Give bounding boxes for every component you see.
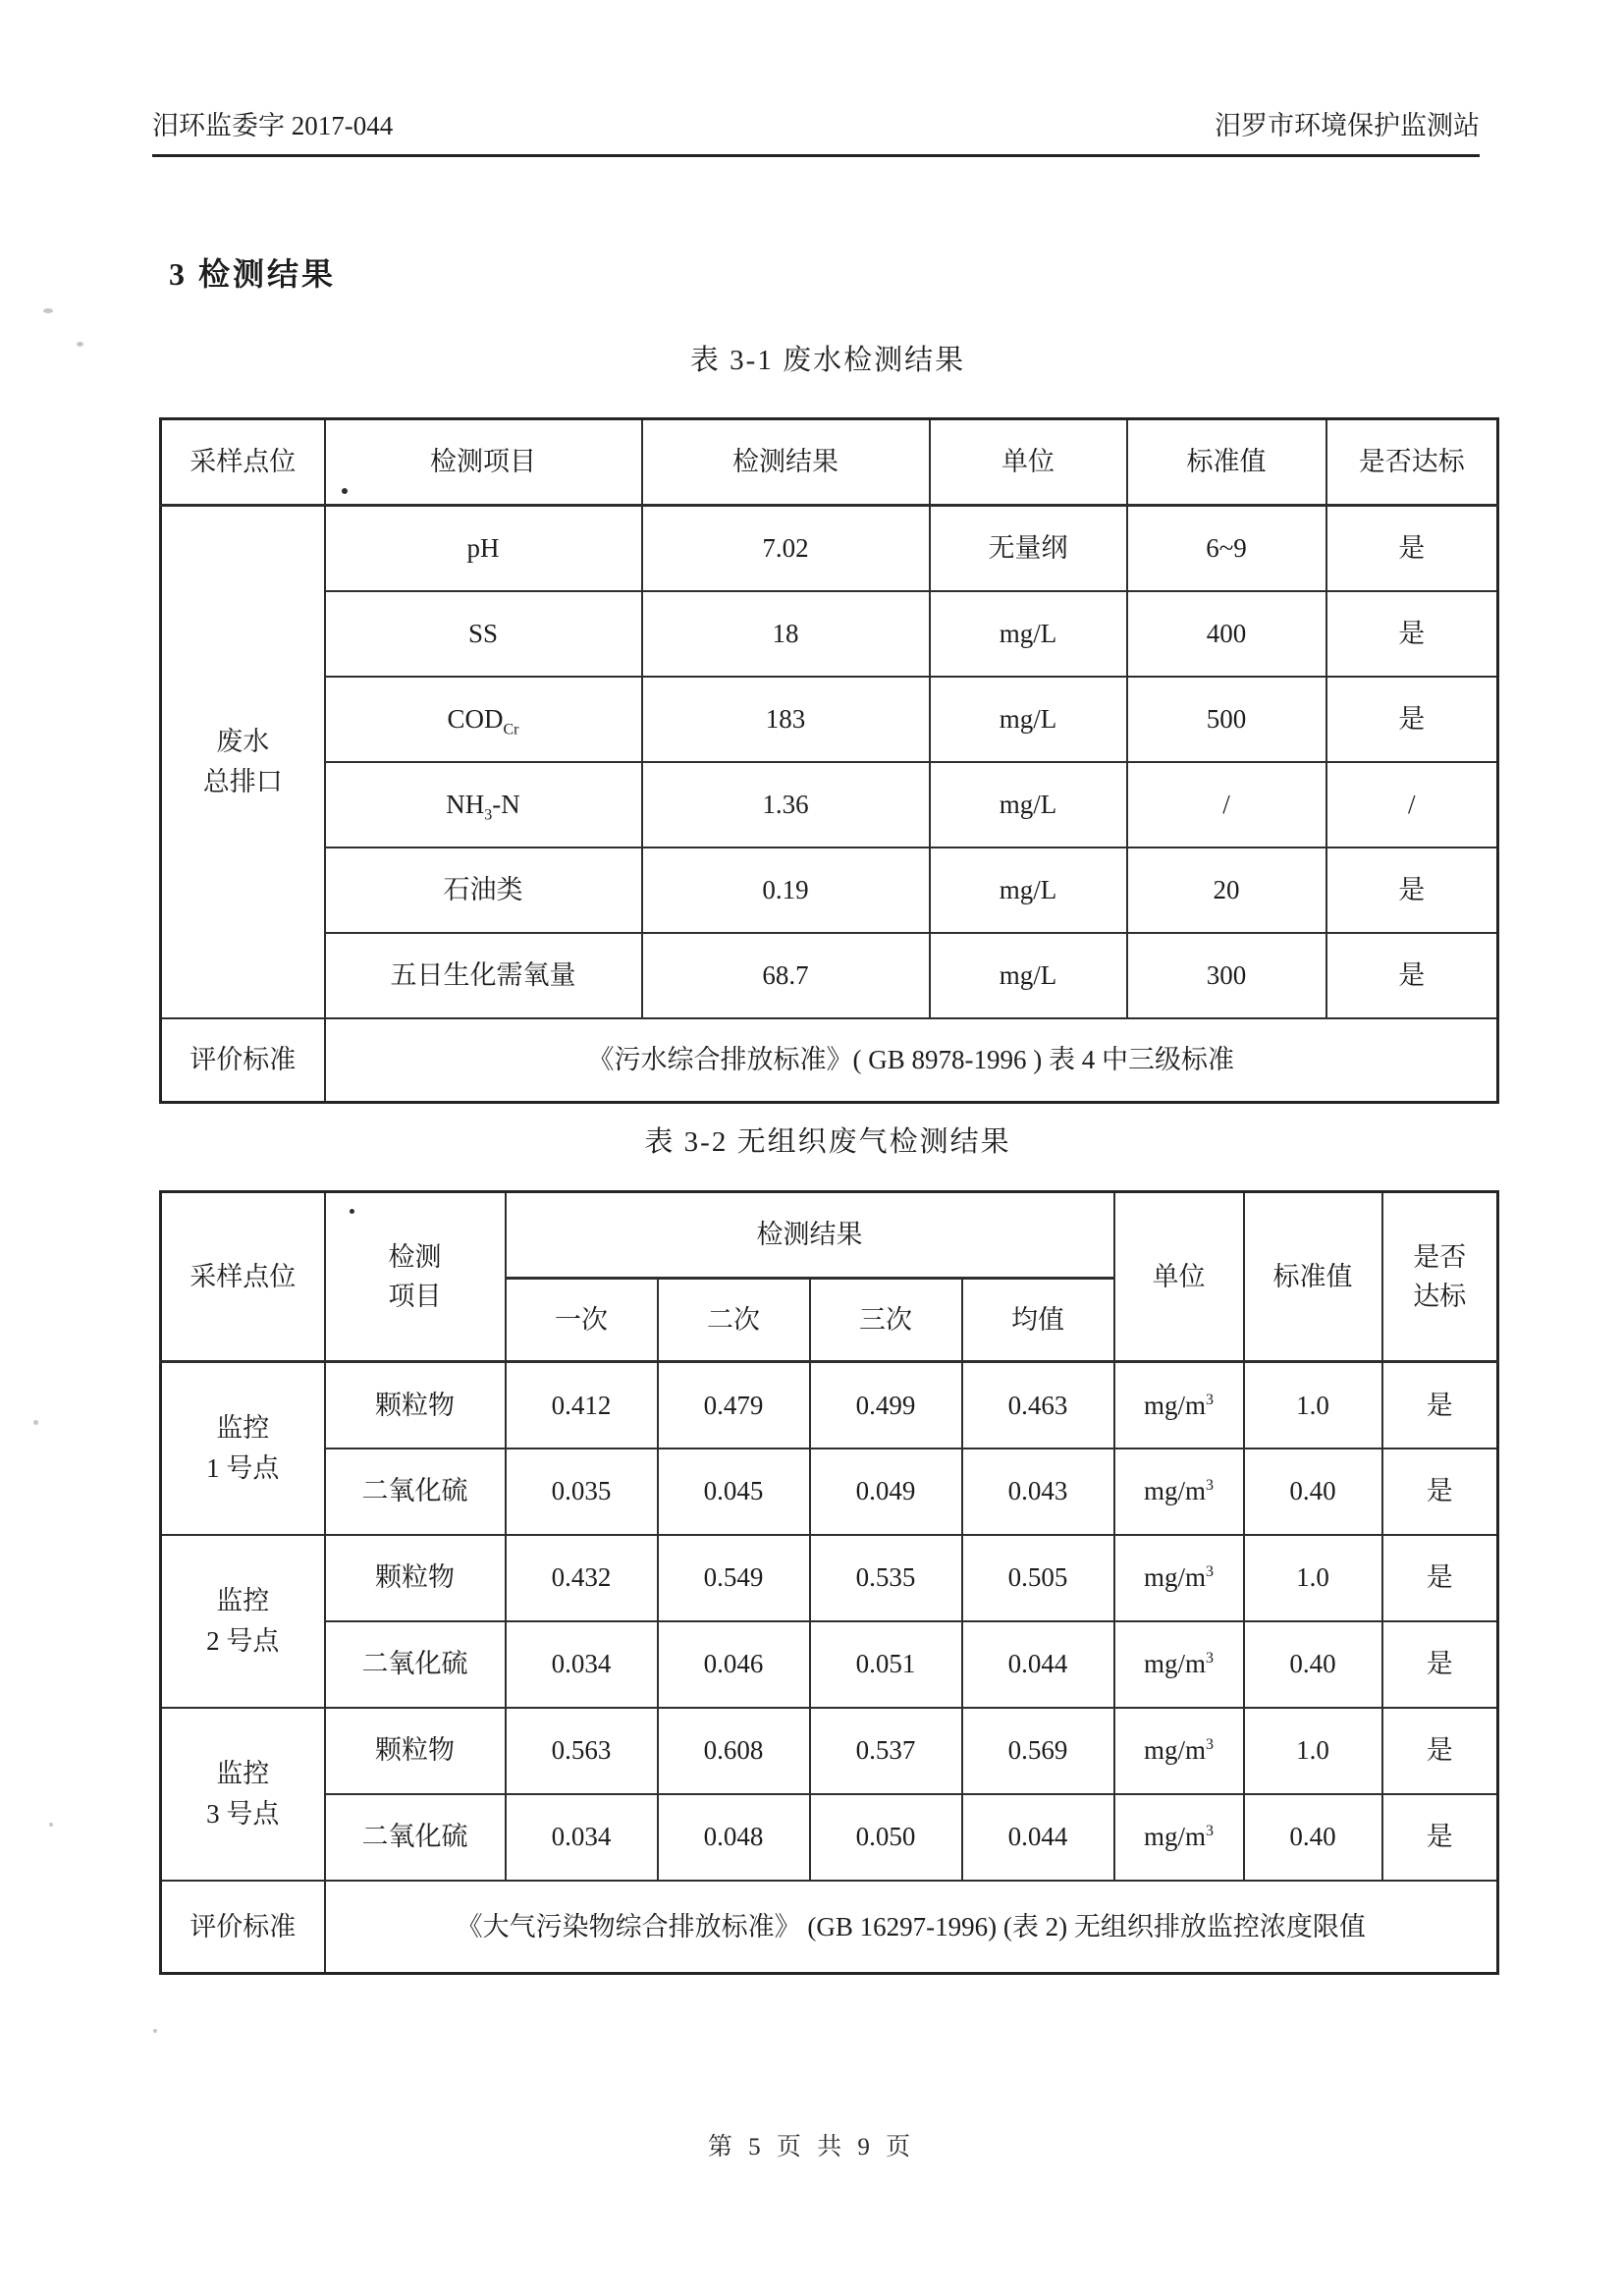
unit-base: mg/m xyxy=(1143,1562,1206,1593)
cell: 二氧化硫 xyxy=(325,1794,506,1881)
cell: 0.048 xyxy=(658,1794,810,1881)
unit-sup: 3 xyxy=(1206,1823,1214,1840)
item-sub: Cr xyxy=(503,721,519,738)
cell: 0.40 xyxy=(1244,1621,1382,1708)
cell xyxy=(325,677,642,762)
cell: 400 xyxy=(1127,591,1326,677)
item-label: pH xyxy=(466,533,500,563)
cell: 无量纲 xyxy=(930,506,1127,591)
sample-point-line1: 废水 xyxy=(216,727,270,757)
cell xyxy=(325,591,642,677)
monitor-point-line1: 监控 xyxy=(216,1586,270,1615)
cell: 1.0 xyxy=(1244,1362,1382,1449)
cell: 0.563 xyxy=(506,1708,658,1794)
cell: 0.034 xyxy=(506,1794,658,1881)
monitor-point-cell xyxy=(161,1535,325,1708)
wastewater-results-table xyxy=(159,417,1499,1104)
cell xyxy=(325,933,642,1018)
th-test-item-label: 检测项目 xyxy=(430,447,536,477)
cell: 是 xyxy=(1382,1535,1498,1621)
cell: 18 xyxy=(642,591,930,677)
cell: 0.412 xyxy=(506,1362,658,1449)
cell: 20 xyxy=(1127,847,1326,933)
table-row xyxy=(161,762,1498,847)
scan-speck xyxy=(33,1420,38,1425)
item-sub: 3 xyxy=(484,806,493,824)
cell: 300 xyxy=(1127,933,1326,1018)
cell: 0.050 xyxy=(810,1794,962,1881)
th-sample-point: 采样点位 xyxy=(161,1192,325,1362)
unit-sup: 3 xyxy=(1206,1650,1214,1667)
table-row xyxy=(161,933,1498,1018)
cell: 0.044 xyxy=(962,1794,1114,1881)
cell xyxy=(1114,1362,1244,1449)
cell xyxy=(1114,1621,1244,1708)
cell: 0.537 xyxy=(810,1708,962,1794)
cell: 二氧化硫 xyxy=(325,1621,506,1708)
unit-sup: 3 xyxy=(1206,1391,1214,1408)
letterhead-agency-name: 汨罗市环境保护监测站 xyxy=(1215,111,1480,140)
cell xyxy=(325,847,642,933)
cell: 是 xyxy=(1326,847,1498,933)
th-run3: 三次 xyxy=(810,1279,962,1362)
monitor-point-cell xyxy=(161,1708,325,1881)
cell: 0.549 xyxy=(658,1535,810,1621)
item-label: 五日生化需氧量 xyxy=(390,959,576,990)
cell: 是 xyxy=(1326,506,1498,591)
th-compliance-line1: 是否 xyxy=(1413,1241,1467,1272)
table-row xyxy=(161,1621,1498,1708)
monitor-point-line2: 3 号点 xyxy=(206,1798,280,1829)
table1-header-row xyxy=(161,419,1498,506)
eval-label: 评价标准 xyxy=(161,1881,325,1974)
cell xyxy=(325,506,642,591)
cell: 1.0 xyxy=(1244,1535,1382,1621)
cell: 1.36 xyxy=(642,762,930,847)
cell: 0.535 xyxy=(810,1535,962,1621)
cell: 0.40 xyxy=(1244,1794,1382,1881)
table1-title: 表 3-1 废水检测结果 xyxy=(689,345,966,376)
eval-label: 评价标准 xyxy=(161,1018,325,1103)
cell: mg/L xyxy=(930,591,1127,677)
th-compliance: 是否达标 xyxy=(1326,419,1498,506)
cell: 7.02 xyxy=(642,506,930,591)
cell: 是 xyxy=(1326,933,1498,1018)
scan-speck xyxy=(153,2029,157,2033)
monitor-point-cell xyxy=(161,1362,325,1535)
unit-base: mg/m xyxy=(1143,1476,1206,1506)
table-row xyxy=(161,1362,1498,1449)
cell: 二氧化硫 xyxy=(325,1449,506,1535)
unit-base: mg/m xyxy=(1143,1822,1206,1852)
th-run2: 二次 xyxy=(658,1279,810,1362)
cell: mg/L xyxy=(930,762,1127,847)
cell: 0.051 xyxy=(810,1621,962,1708)
item-label: 石油类 xyxy=(443,874,523,904)
item-label: NH xyxy=(446,789,485,819)
cell: 0.049 xyxy=(810,1449,962,1535)
cell: 0.035 xyxy=(506,1449,658,1535)
cell: / xyxy=(1326,762,1498,847)
scan-speck xyxy=(49,1823,53,1827)
th-standard-value: 标准值 xyxy=(1244,1192,1382,1362)
letterhead-doc-number: 汨环监委字 2017-044 xyxy=(152,111,394,140)
sample-point-line2: 总排口 xyxy=(202,766,283,796)
monitor-point-line1: 监控 xyxy=(216,1759,270,1788)
th-test-result: 检测结果 xyxy=(642,419,930,506)
eval-text: 《大气污染物综合排放标准》 (GB 16297-1996) (表 2) 无组织排放监控浓度限值 xyxy=(325,1881,1498,1974)
sample-point-cell xyxy=(161,506,325,1018)
table1-eval-row xyxy=(161,1018,1498,1103)
fugitive-gas-results-table xyxy=(159,1190,1499,1975)
letterhead xyxy=(152,104,1480,157)
cell: / xyxy=(1127,762,1326,847)
cell xyxy=(1114,1708,1244,1794)
unit-base: mg/m xyxy=(1143,1649,1206,1679)
cell: 是 xyxy=(1326,591,1498,677)
section-title: 3 检测结果 xyxy=(169,256,337,292)
cell: 0.19 xyxy=(642,847,930,933)
cell: 500 xyxy=(1127,677,1326,762)
table-row xyxy=(161,506,1498,591)
cell: 183 xyxy=(642,677,930,762)
cell: 0.034 xyxy=(506,1621,658,1708)
item-tail: -N xyxy=(492,789,520,819)
cell: 是 xyxy=(1382,1708,1498,1794)
table2-header-row1 xyxy=(161,1192,1498,1279)
cell: 是 xyxy=(1382,1621,1498,1708)
cell xyxy=(1114,1794,1244,1881)
th-result-group: 检测结果 xyxy=(506,1192,1114,1279)
th-avg: 均值 xyxy=(962,1279,1114,1362)
item-label: COD xyxy=(447,703,504,734)
th-compliance xyxy=(1382,1192,1498,1362)
th-test-item xyxy=(325,1192,506,1362)
cell: mg/L xyxy=(930,677,1127,762)
table-row xyxy=(161,1535,1498,1621)
th-compliance-line2: 达标 xyxy=(1413,1282,1467,1311)
table-row xyxy=(161,1449,1498,1535)
table-row xyxy=(161,1794,1498,1881)
th-run1: 一次 xyxy=(506,1279,658,1362)
monitor-point-line2: 1 号点 xyxy=(206,1452,280,1483)
cell: mg/L xyxy=(930,847,1127,933)
cell xyxy=(1114,1535,1244,1621)
cell xyxy=(1114,1449,1244,1535)
table-row xyxy=(161,847,1498,933)
cell: 0.505 xyxy=(962,1535,1114,1621)
cell: 是 xyxy=(1382,1794,1498,1881)
th-unit: 单位 xyxy=(930,419,1127,506)
cell: mg/L xyxy=(930,933,1127,1018)
unit-sup: 3 xyxy=(1206,1563,1214,1581)
item-label: SS xyxy=(467,618,499,648)
cell: 0.463 xyxy=(962,1362,1114,1449)
th-test-item xyxy=(325,419,642,506)
unit-base: mg/m xyxy=(1143,1390,1206,1420)
cell xyxy=(325,762,642,847)
cell: 0.608 xyxy=(658,1708,810,1794)
cell: 0.479 xyxy=(658,1362,810,1449)
monitor-point-line1: 监控 xyxy=(216,1413,270,1444)
cell: 0.432 xyxy=(506,1535,658,1621)
table2-title: 表 3-2 无组织废气检测结果 xyxy=(644,1126,1011,1158)
footer-page-number: 第 5 页 共 9 页 xyxy=(707,2134,916,2160)
th-sample-point: 采样点位 xyxy=(161,419,325,506)
cell: 是 xyxy=(1382,1362,1498,1449)
eval-text: 《污水综合排放标准》( GB 8978-1996 ) 表 4 中三级标准 xyxy=(325,1018,1498,1103)
cell: 颗粒物 xyxy=(325,1708,506,1794)
cell: 颗粒物 xyxy=(325,1362,506,1449)
cell: 68.7 xyxy=(642,933,930,1018)
unit-sup: 3 xyxy=(1206,1736,1214,1754)
cell: 1.0 xyxy=(1244,1708,1382,1794)
cell: 颗粒物 xyxy=(325,1535,506,1621)
th-unit: 单位 xyxy=(1114,1192,1244,1362)
table-row xyxy=(161,677,1498,762)
monitor-point-line2: 2 号点 xyxy=(206,1625,280,1656)
scan-speck xyxy=(43,308,53,313)
cell: 0.499 xyxy=(810,1362,962,1449)
cell: 0.40 xyxy=(1244,1449,1382,1535)
cell: 是 xyxy=(1326,677,1498,762)
table-row xyxy=(161,1708,1498,1794)
cell: 6~9 xyxy=(1127,506,1326,591)
cell: 是 xyxy=(1382,1449,1498,1535)
unit-base: mg/m xyxy=(1143,1735,1206,1766)
unit-sup: 3 xyxy=(1206,1477,1214,1495)
cell: 0.043 xyxy=(962,1449,1114,1535)
table-row xyxy=(161,591,1498,677)
cell: 0.045 xyxy=(658,1449,810,1535)
scan-speck xyxy=(77,342,83,347)
th-standard-value: 标准值 xyxy=(1127,419,1326,506)
th-test-item-line2: 项目 xyxy=(388,1282,442,1311)
scan-speck xyxy=(350,1209,354,1214)
cell: 0.044 xyxy=(962,1621,1114,1708)
cell: 0.569 xyxy=(962,1708,1114,1794)
cell: 0.046 xyxy=(658,1621,810,1708)
table2-eval-row xyxy=(161,1881,1498,1974)
th-test-item-line1: 检测 xyxy=(388,1241,442,1272)
scan-speck xyxy=(342,488,348,494)
